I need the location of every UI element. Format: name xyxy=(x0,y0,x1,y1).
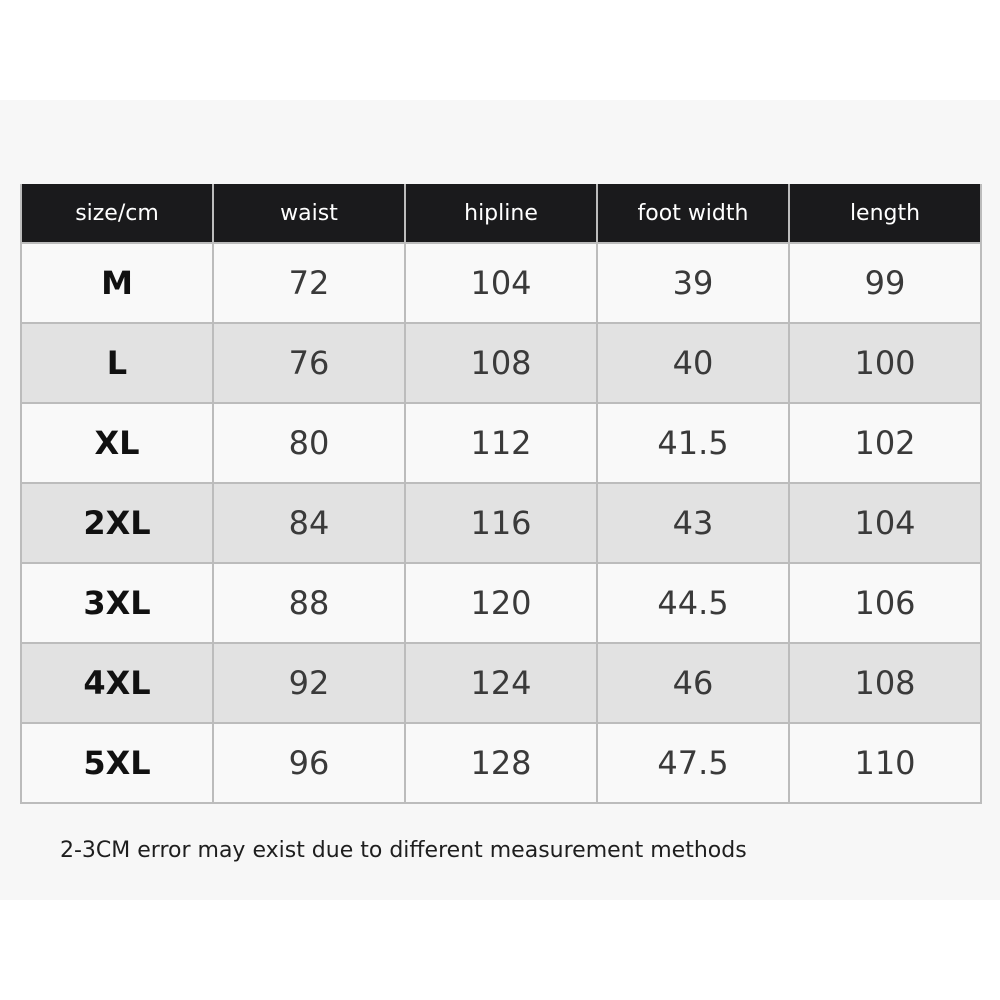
length-cell: 110 xyxy=(790,724,980,802)
table-row xyxy=(22,484,980,562)
table-row xyxy=(22,564,980,642)
size-cell: M xyxy=(22,244,212,322)
hipline-cell: 128 xyxy=(406,724,596,802)
size-cell: 3XL xyxy=(22,564,212,642)
length-cell: 99 xyxy=(790,244,980,322)
size-chart-panel xyxy=(0,100,1000,900)
waist-cell: 96 xyxy=(214,724,404,802)
waist-cell: 72 xyxy=(214,244,404,322)
size-table-container xyxy=(20,184,982,804)
foot-width-cell: 46 xyxy=(598,644,788,722)
table-row xyxy=(22,644,980,722)
foot-width-cell: 44.5 xyxy=(598,564,788,642)
size-cell: XL xyxy=(22,404,212,482)
header-hipline: hipline xyxy=(406,184,596,242)
waist-cell: 84 xyxy=(214,484,404,562)
size-cell: L xyxy=(22,324,212,402)
hipline-cell: 108 xyxy=(406,324,596,402)
waist-cell: 80 xyxy=(214,404,404,482)
length-cell: 100 xyxy=(790,324,980,402)
length-cell: 106 xyxy=(790,564,980,642)
header-waist: waist xyxy=(214,184,404,242)
header-foot-width: foot width xyxy=(598,184,788,242)
hipline-cell: 112 xyxy=(406,404,596,482)
size-cell: 5XL xyxy=(22,724,212,802)
table-row xyxy=(22,724,980,802)
header-size: size/cm xyxy=(22,184,212,242)
hipline-cell: 116 xyxy=(406,484,596,562)
table-row xyxy=(22,244,980,322)
foot-width-cell: 41.5 xyxy=(598,404,788,482)
measurement-error-note: 2-3CM error may exist due to different measurement methods xyxy=(60,838,747,863)
foot-width-cell: 47.5 xyxy=(598,724,788,802)
length-cell: 104 xyxy=(790,484,980,562)
waist-cell: 88 xyxy=(214,564,404,642)
size-table xyxy=(20,182,982,804)
size-cell: 4XL xyxy=(22,644,212,722)
waist-cell: 76 xyxy=(214,324,404,402)
hipline-cell: 120 xyxy=(406,564,596,642)
foot-width-cell: 43 xyxy=(598,484,788,562)
header-length: length xyxy=(790,184,980,242)
hipline-cell: 124 xyxy=(406,644,596,722)
length-cell: 108 xyxy=(790,644,980,722)
foot-width-cell: 40 xyxy=(598,324,788,402)
table-row xyxy=(22,404,980,482)
hipline-cell: 104 xyxy=(406,244,596,322)
table-row xyxy=(22,324,980,402)
foot-width-cell: 39 xyxy=(598,244,788,322)
size-cell: 2XL xyxy=(22,484,212,562)
table-header-row xyxy=(22,184,980,242)
waist-cell: 92 xyxy=(214,644,404,722)
length-cell: 102 xyxy=(790,404,980,482)
